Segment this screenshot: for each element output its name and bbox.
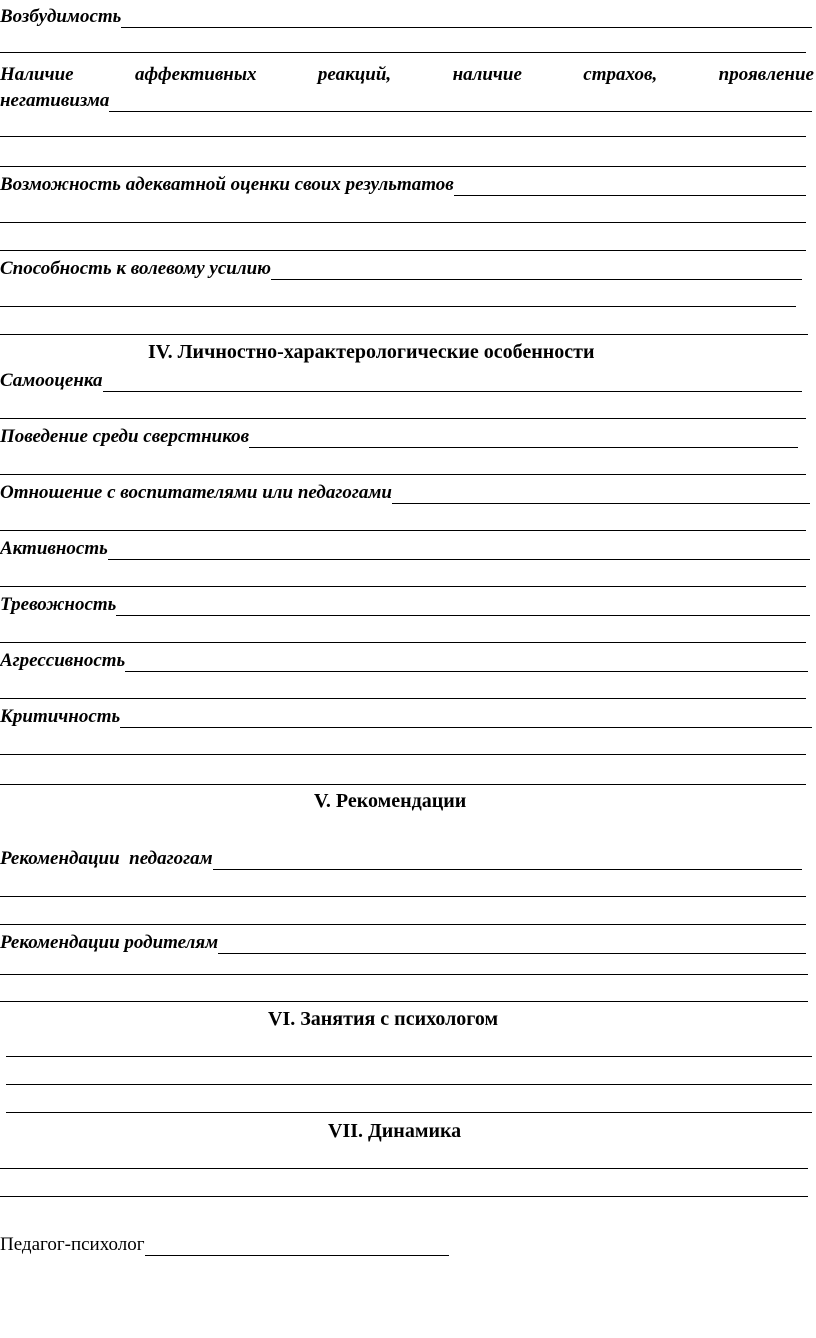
answer-line[interactable] bbox=[0, 896, 806, 897]
section-title: VI. Занятия с психологом bbox=[268, 1008, 499, 1030]
answer-line[interactable] bbox=[0, 754, 806, 755]
answer-line[interactable] bbox=[0, 1196, 808, 1197]
answer-line[interactable] bbox=[0, 250, 806, 251]
field-self-esteem[interactable] bbox=[0, 368, 802, 392]
answer-line[interactable] bbox=[116, 595, 810, 616]
field-label: Агрессивность bbox=[0, 650, 126, 671]
field-label: Отношение с воспитателями или педагогами bbox=[0, 482, 392, 503]
field-label: Педагог-психолог bbox=[0, 1234, 145, 1255]
field-recs-teachers[interactable] bbox=[0, 846, 802, 870]
answer-line[interactable] bbox=[0, 1168, 808, 1169]
answer-line[interactable] bbox=[0, 586, 806, 587]
field-label: Возбудимость bbox=[0, 6, 122, 27]
answer-line[interactable] bbox=[271, 259, 802, 280]
field-criticality[interactable] bbox=[0, 704, 812, 728]
answer-line[interactable] bbox=[0, 334, 808, 335]
field-label: Критичность bbox=[0, 706, 121, 727]
label-word: страхов, bbox=[583, 64, 658, 85]
answer-line[interactable] bbox=[0, 166, 806, 167]
field-anxiety[interactable] bbox=[0, 592, 810, 616]
answer-line[interactable] bbox=[0, 418, 806, 419]
answer-line[interactable] bbox=[109, 91, 812, 112]
section-title: VII. Динамика bbox=[328, 1120, 462, 1142]
field-affective-reactions bbox=[0, 64, 814, 86]
answer-line[interactable] bbox=[0, 530, 806, 531]
answer-line[interactable] bbox=[0, 474, 806, 475]
field-negativism[interactable] bbox=[0, 88, 812, 112]
field-activity[interactable] bbox=[0, 536, 810, 560]
field-volitional-effort[interactable] bbox=[0, 256, 802, 280]
label-word: наличие bbox=[452, 64, 522, 85]
answer-line[interactable] bbox=[120, 707, 812, 728]
field-label: Рекомендации педагогам bbox=[0, 848, 213, 869]
field-teacher-relations[interactable] bbox=[0, 480, 810, 504]
answer-line[interactable] bbox=[6, 1056, 812, 1057]
answer-line[interactable] bbox=[0, 642, 806, 643]
answer-line[interactable] bbox=[0, 306, 796, 307]
signature-line[interactable] bbox=[145, 1235, 449, 1256]
section-title: IV. Личностно-характерологические особенности bbox=[148, 341, 595, 363]
answer-line[interactable] bbox=[108, 539, 810, 560]
label-word: Наличие bbox=[0, 64, 74, 85]
field-excitability[interactable] bbox=[0, 4, 812, 28]
answer-line[interactable] bbox=[0, 1001, 808, 1002]
answer-line[interactable] bbox=[392, 483, 810, 504]
answer-line[interactable] bbox=[0, 136, 806, 137]
answer-line[interactable] bbox=[6, 1112, 812, 1113]
answer-line[interactable] bbox=[454, 175, 806, 196]
answer-line[interactable] bbox=[249, 427, 798, 448]
field-label: Активность bbox=[0, 538, 108, 559]
answer-line[interactable] bbox=[0, 784, 806, 785]
field-label: Поведение среди сверстников bbox=[0, 426, 250, 447]
label-word: аффективных bbox=[134, 64, 257, 85]
field-label: негативизма bbox=[0, 90, 110, 111]
field-label: Рекомендации родителям bbox=[0, 932, 219, 953]
field-label: Самооценка bbox=[0, 370, 103, 391]
field-label: Способность к волевому усилию bbox=[0, 258, 272, 279]
answer-line[interactable] bbox=[0, 52, 806, 53]
section-title: V. Рекомендации bbox=[314, 790, 467, 812]
answer-line[interactable] bbox=[0, 698, 806, 699]
answer-line[interactable] bbox=[0, 222, 806, 223]
answer-line[interactable] bbox=[121, 7, 812, 28]
answer-line[interactable] bbox=[125, 651, 808, 672]
label-word: проявление bbox=[718, 64, 814, 85]
answer-line[interactable] bbox=[0, 924, 806, 925]
answer-line[interactable] bbox=[0, 974, 808, 975]
answer-line[interactable] bbox=[6, 1084, 812, 1085]
answer-line[interactable] bbox=[218, 933, 806, 954]
answer-line[interactable] bbox=[213, 849, 802, 870]
field-recs-parents[interactable] bbox=[0, 930, 806, 954]
field-label: Тревожность bbox=[0, 594, 117, 615]
field-peer-behavior[interactable] bbox=[0, 424, 798, 448]
answer-line[interactable] bbox=[103, 371, 802, 392]
field-aggressiveness[interactable] bbox=[0, 648, 808, 672]
label-word: реакций, bbox=[317, 64, 392, 85]
field-label: Возможность адекватной оценки своих результатов bbox=[0, 174, 454, 195]
field-self-assessment-ability[interactable] bbox=[0, 172, 806, 196]
field-psychologist-signature[interactable] bbox=[0, 1232, 449, 1256]
